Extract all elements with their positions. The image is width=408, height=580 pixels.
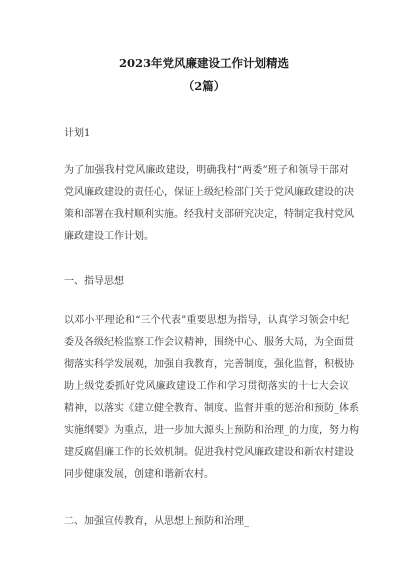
paragraph-line: 同步健康发展，创建和谐新农村。 bbox=[64, 469, 214, 480]
document-subtitle: （2篇） bbox=[182, 79, 226, 93]
paragraph-line: 为了加强我村党风廉政建设，明确我村“两委”班子和领导干部对 bbox=[64, 165, 349, 176]
paragraph-line: 委及各级纪检监察工作会议精神，围绕中心、服务大局，为全面贯 bbox=[64, 337, 354, 348]
plan-label: 计划1 bbox=[64, 128, 91, 139]
paragraph-line: 党风廉政建设的责任心，保证上级纪检部门关于党风廉政建设的决 bbox=[64, 187, 354, 198]
paragraph-line: 助上级党委抓好党风廉政建设工作和学习贯彻落实的十七大会议 bbox=[64, 381, 349, 392]
section-heading: 一、指导思想 bbox=[64, 276, 124, 287]
intro-paragraph bbox=[64, 160, 354, 248]
paragraph-line: 建反腐倡廉工作的长效机制。促进我村党风廉政建设和新农村建设 bbox=[64, 447, 354, 458]
paragraph-line: 彻落实科学发展观，加强自我教育，完善制度，强化监督，积极协 bbox=[64, 359, 354, 370]
paragraph-line: 精神，以落实《建立健全教育、制度、监督并重的惩治和预防_体系 bbox=[64, 403, 359, 414]
section-heading: 二、加强宣传教育，从思想上预防和治理_ bbox=[64, 516, 249, 527]
paragraph-line: 以邓小平理论和“三个代表”重要思想为指导，认真学习领会中纪 bbox=[64, 315, 349, 326]
paragraph-line: 廉政建设工作计划。 bbox=[64, 231, 154, 242]
paragraph-line: 策和部署在我村顺利实施。经我村支部研究决定，特制定我村党风 bbox=[64, 209, 354, 220]
section1-paragraph bbox=[64, 310, 359, 486]
document-title: 2023年党风廉建设工作计划精选 bbox=[118, 56, 289, 70]
paragraph-line: 实施纲要》为重点，进一步加大源头上预防和治理_的力度，努力构 bbox=[64, 425, 359, 436]
